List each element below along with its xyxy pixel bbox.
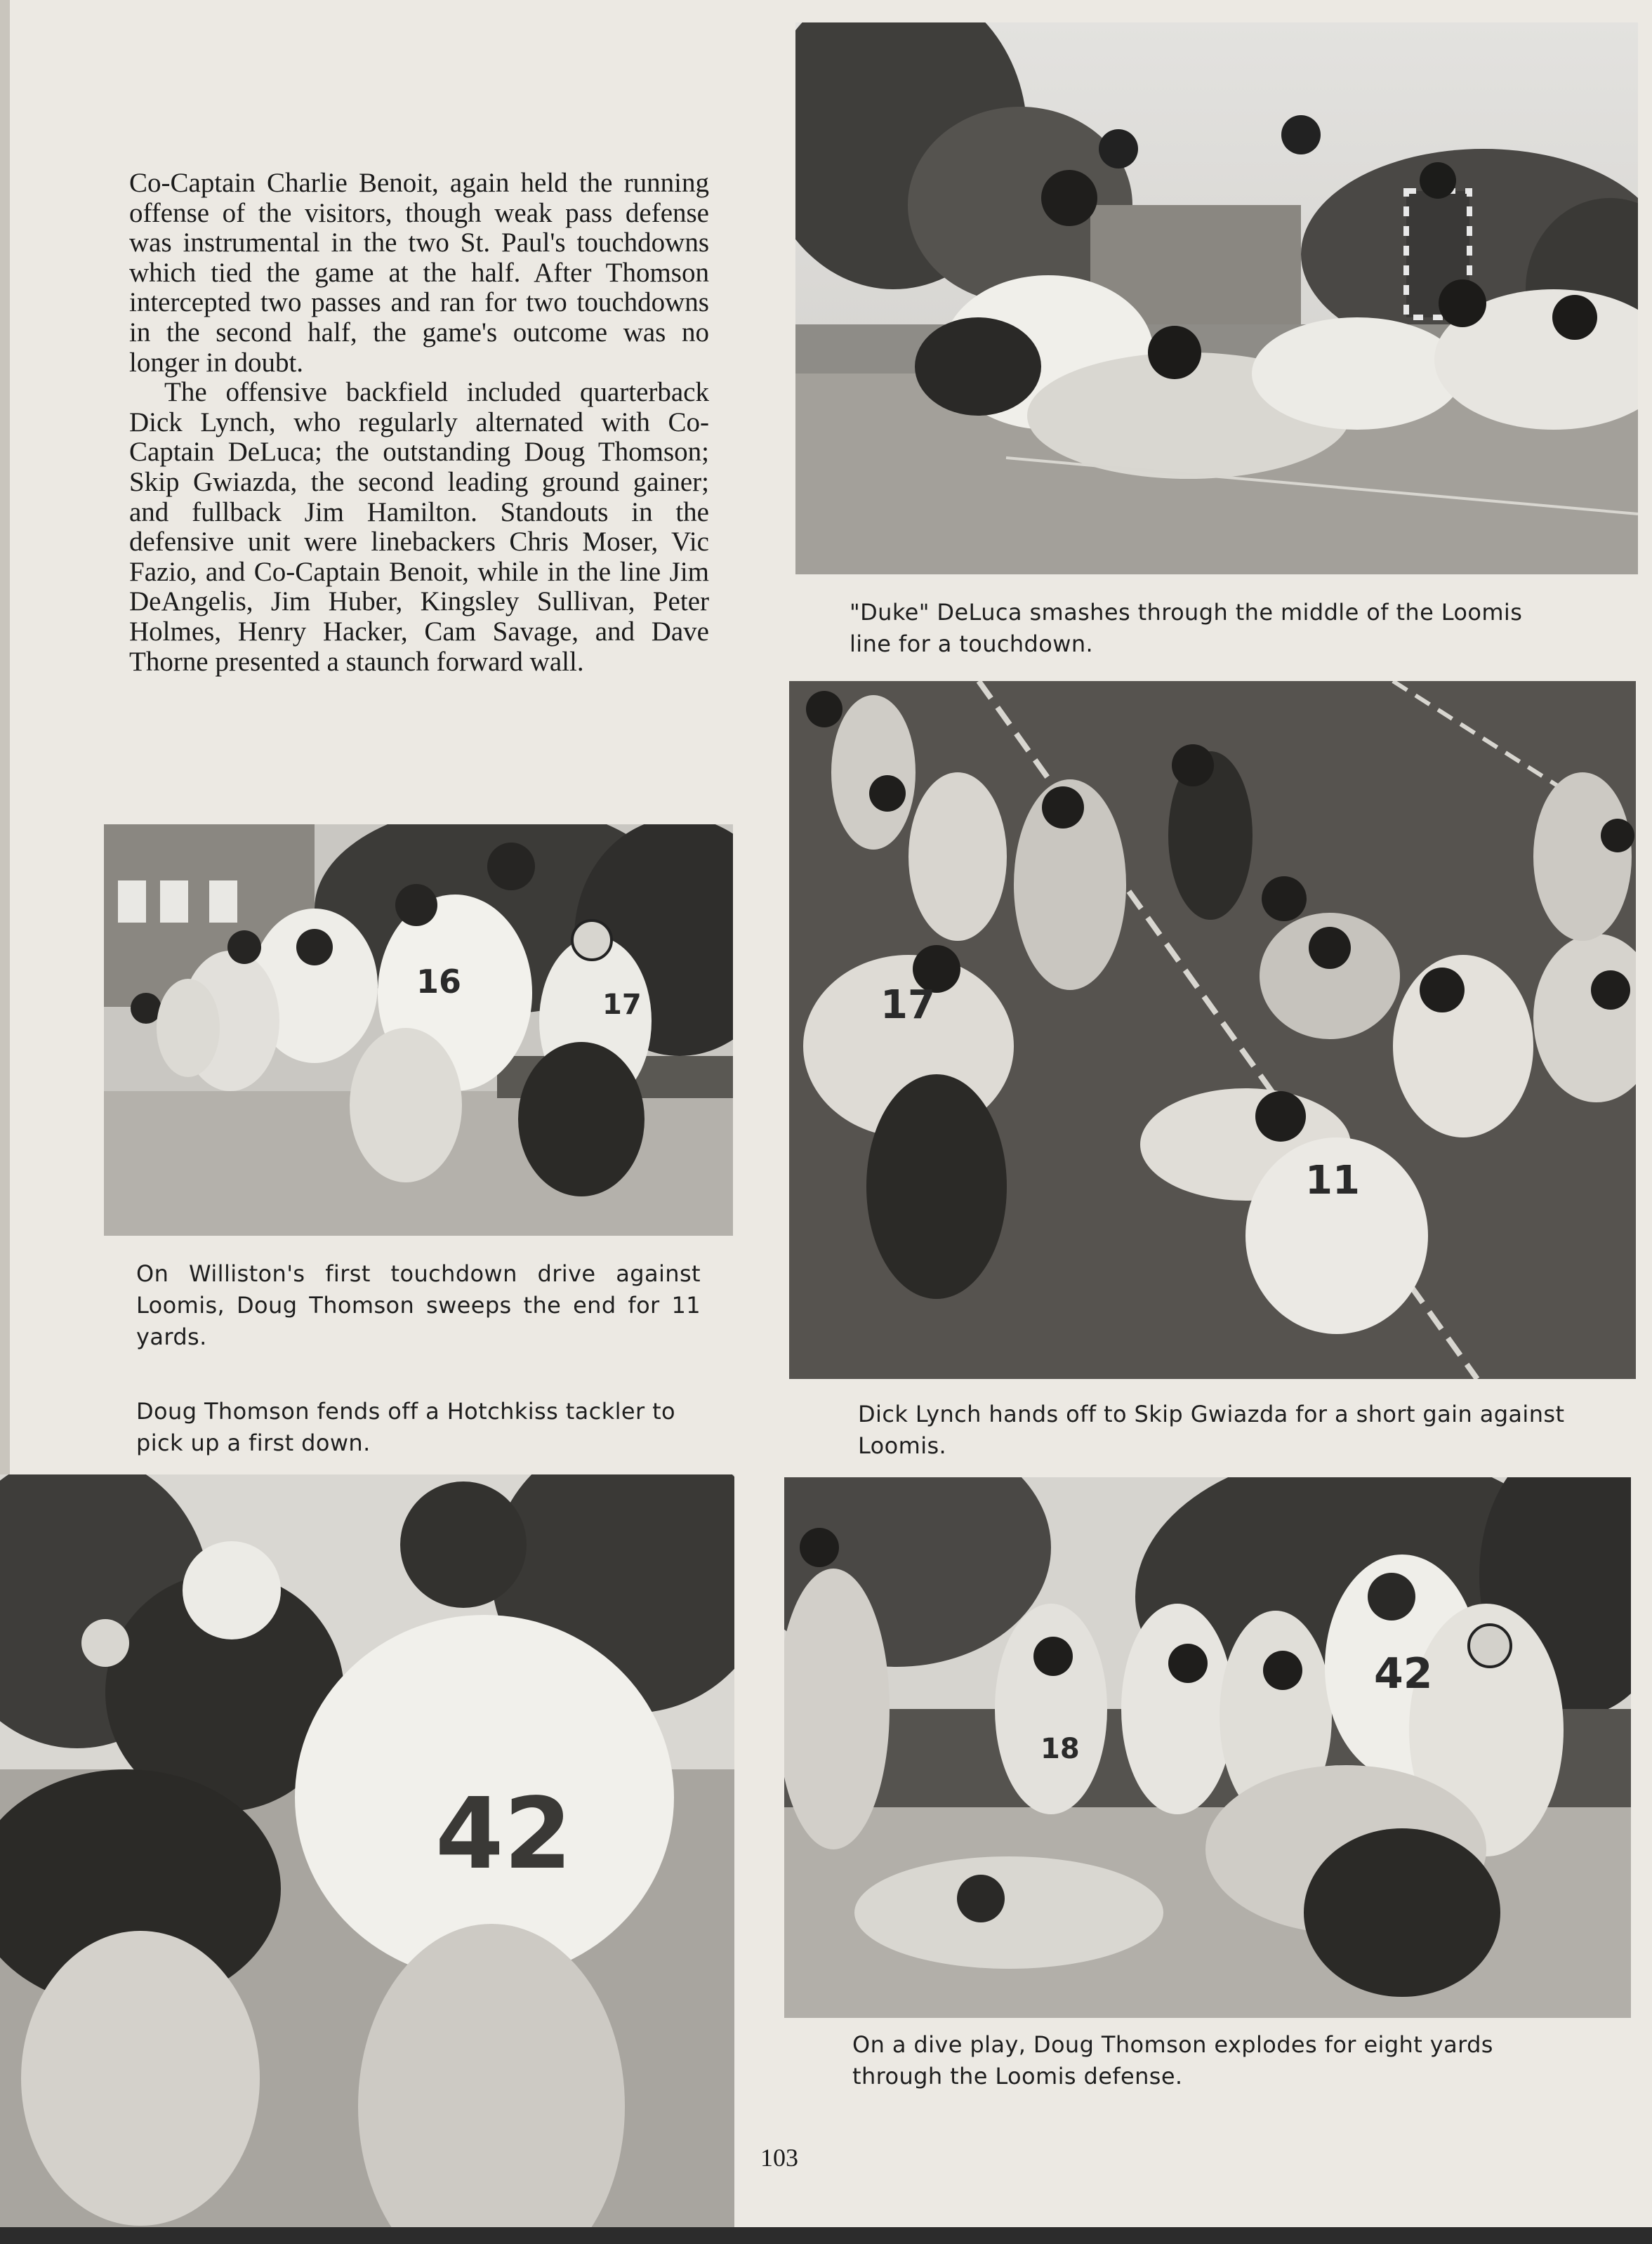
jersey-number: 42 [1374,1649,1433,1698]
page-number: 103 [760,2144,798,2172]
jersey-number: 17 [880,982,935,1028]
caption-hotchkiss: Doug Thomson fends off a Hotchkiss tackler to pick up a first down. [136,1398,676,1456]
article-paragraph: Co-Captain Charlie Benoit, again held the running offense of the visitors, though weak pass defense was instrumental in the two St. Paul's touchdowns which tied the game at the half. After Thomson intercepted two passes and ran for two touchdowns in the second half, the game's outcome was no longer in doubt. [129,168,709,378]
photo-deluca-touchdown [795,22,1638,574]
photo-dive-play [784,1477,1631,2018]
photo-lynch-handoff [789,681,1636,1379]
page-bottom-edge [0,2227,1652,2244]
jersey-number: 18 [1040,1733,1080,1765]
caption-williston: On Williston's first touchdown drive against Loomis, Doug Thomson sweeps the end for 11 yards. [136,1260,701,1350]
article-text [129,169,709,677]
jersey-number: 11 [1305,1158,1360,1203]
caption-lynch: Dick Lynch hands off to Skip Gwiazda for a short gain against Loomis. [858,1401,1565,1459]
photo-hotchkiss-tackle [0,1474,734,2227]
jersey-number: 17 [602,989,642,1021]
jersey-number: 42 [435,1777,572,1892]
caption-dive-play: On a dive play, Doug Thomson explodes for eight yards through the Loomis defense. [852,2031,1493,2090]
jersey-number: 16 [416,963,462,1001]
article-paragraph: The offensive backfield included quarterback Dick Lynch, who regularly alternated with Co-Captain DeLuca; the outstanding Doug Thomson; Skip Gwiazda, the second leading ground gainer; and fullback Jim Hamilton. Standouts in the defensive unit were linebackers Chris Moser, Vic Fazio, and Co-Captain Benoit, while in the line Jim DeAngelis, Jim Huber, Kingsley Sullivan, Peter Holmes, Henry Hacker, Cam Savage, and Dave Thorne presented a staunch forward wall. [129,377,709,677]
caption-deluca: "Duke" DeLuca smashes through the middle of the Loomis line for a touchdown. [850,599,1523,657]
photo-williston-drive [104,824,733,1236]
